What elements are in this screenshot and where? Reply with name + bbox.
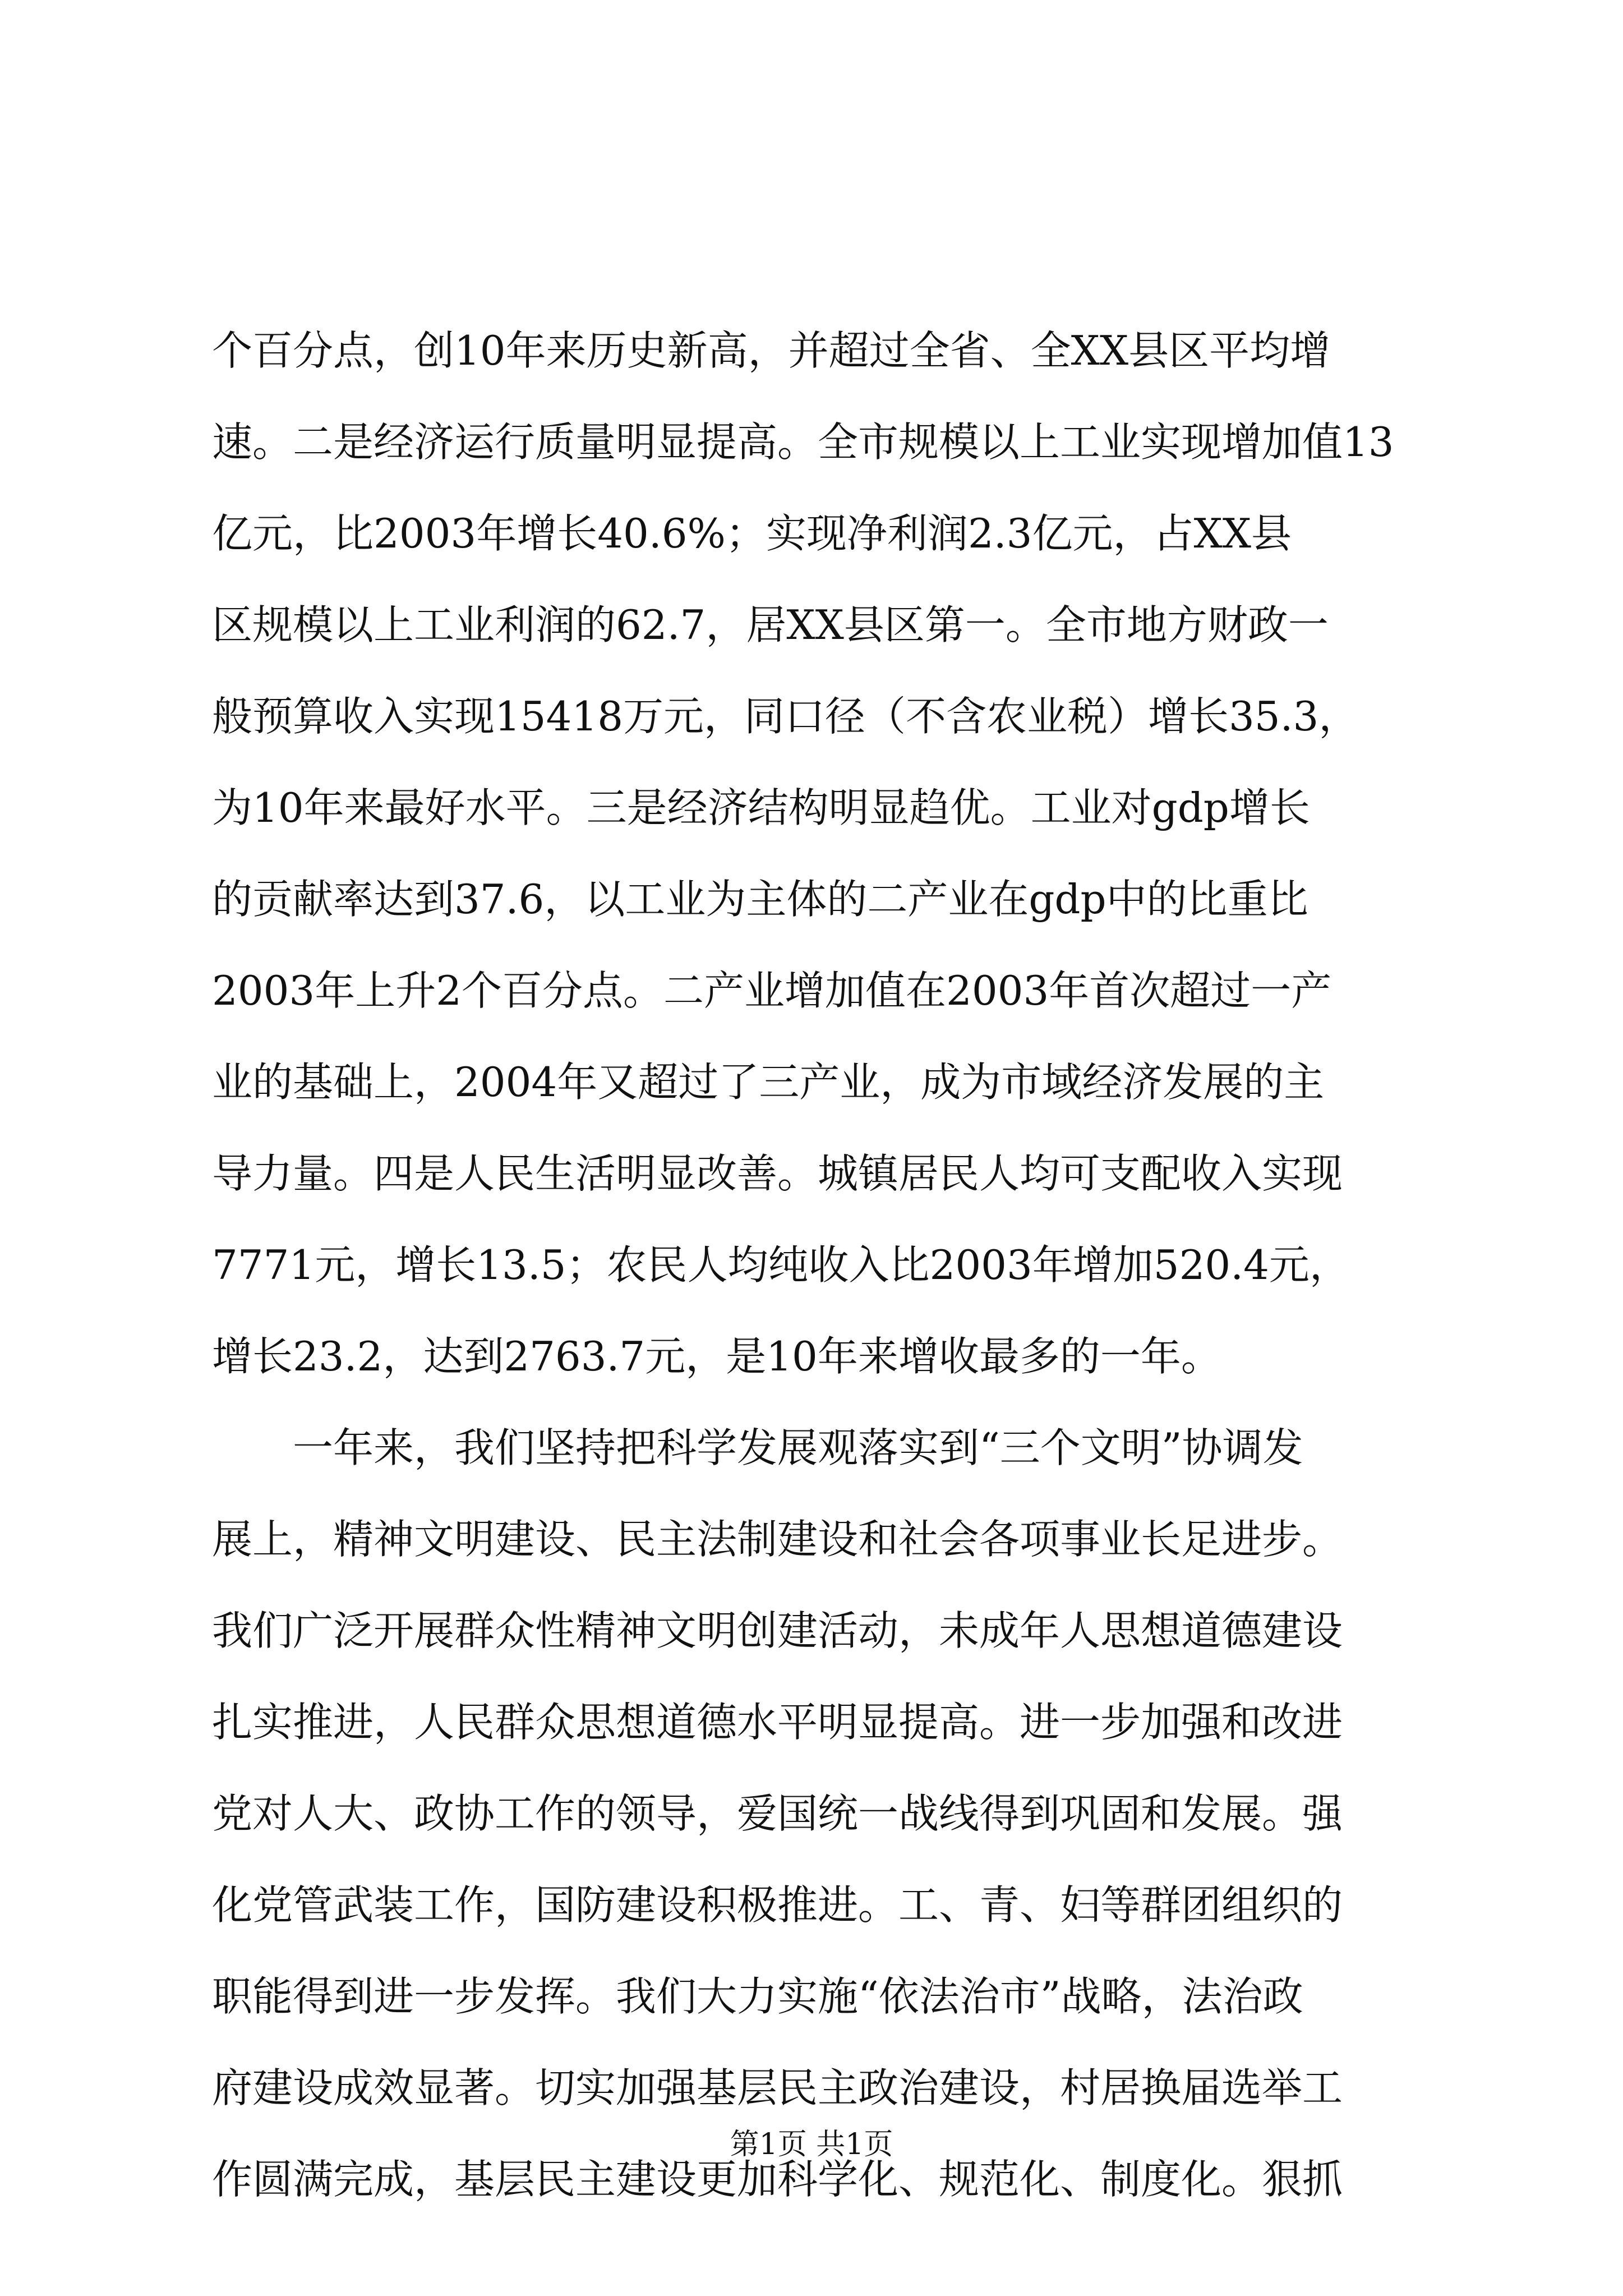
- page-number-label: 第1页 共1页: [730, 2128, 893, 2161]
- text-line: 扎实推进，人民群众思想道德水平明显提高。进一步加强和改进: [212, 1699, 1343, 1746]
- text-line: 一年来，我们坚持把科学发展观落实到“三个文明”协调发: [212, 1424, 1303, 1471]
- text-line: 速。二是经济运行质量明显提高。全市规模以上工业实现增加值13: [212, 418, 1394, 466]
- text-line: 区规模以上工业利润的62.7，居XX县区第一。全市地方财政一: [212, 601, 1329, 648]
- text-line: 党对人大、政协工作的领导，爱国统一战线得到巩固和发展。强: [212, 1790, 1343, 1837]
- text-line: 导力量。四是人民生活明显改善。城镇居民人均可支配收入实现: [212, 1150, 1343, 1197]
- text-line: 作圆满完成，基层民主建设更加科学化、规范化、制度化。狠抓: [212, 2156, 1343, 2203]
- text-line: 职能得到进一步发挥。我们大力实施“依法治市”战略，法治政: [212, 1973, 1303, 2020]
- text-line: 府建设成效显著。切实加强基层民主政治建设，村居换届选举工: [212, 2064, 1343, 2111]
- text-line: 展上，精神文明建设、民主法制建设和社会各项事业长足进步。: [212, 1516, 1343, 1563]
- text-line: 增长23.2，达到2763.7元，是10年来增收最多的一年。: [212, 1333, 1221, 1380]
- text-line: 我们广泛开展群众性精神文明创建活动，未成年人思想道德建设: [212, 1607, 1343, 1654]
- text-line: 个百分点，创10年来历史新高，并超过全省、全XX县区平均增: [212, 327, 1331, 374]
- text-line: 的贡献率达到37.6，以工业为主体的二产业在gdp中的比重比: [212, 876, 1308, 923]
- page-footer: [0, 2125, 1623, 2164]
- text-line: 般预算收入实现15418万元，同口径（不含农业税）增长35.3，: [212, 693, 1359, 740]
- text-line: 2003年上升2个百分点。二产业增加值在2003年首次超过一产: [212, 967, 1332, 1014]
- text-line: 业的基础上，2004年又超过了三产业，成为市域经济发展的主: [212, 1059, 1325, 1106]
- text-line: 化党管武装工作，国防建设积极推进。工、青、妇等群团组织的: [212, 1881, 1343, 1929]
- text-line: 亿元，比2003年增长40.6%；实现净利润2.3亿元，占XX县: [212, 510, 1292, 557]
- text-line: 为10年来最好水平。三是经济结构明显趋优。工业对gdp增长: [212, 784, 1310, 831]
- text-line: 7771元，增长13.5；农民人均纯收入比2003年增加520.4元，: [212, 1241, 1350, 1289]
